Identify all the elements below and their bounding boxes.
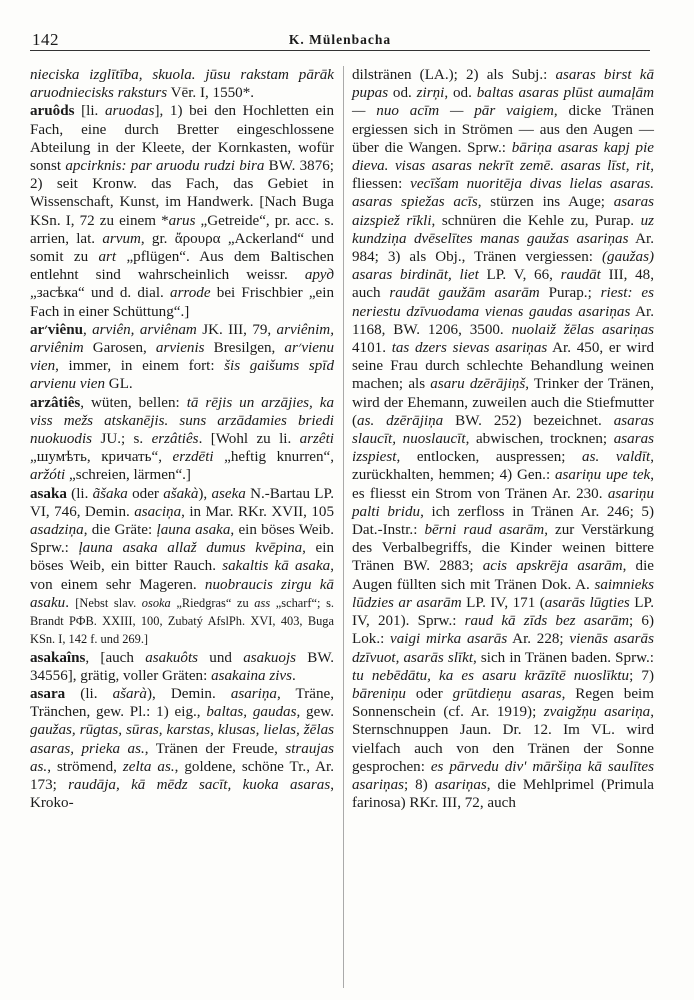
italic-text: ļauna asaka (156, 522, 231, 539)
italic-text: ašakà (163, 485, 199, 502)
italic-text: asaras birst kā pupas (352, 67, 654, 102)
italic-text: bāriņa asaras kapj pie dieva. visas asaras nekrīt zemē. asaras līst, rit (352, 139, 654, 175)
italic-text: grūtdieņu asaras (452, 685, 562, 702)
italic-text: osoka (141, 595, 171, 610)
entry-asaka: asaka (li. ãšaka oder ašakà), aseka N.-Bartau LP. VI, 746, Demin. asaciņa, in Mar. RKr. XVII, 105 asadziņa, die Gräte: ļauna asaka, ein böses Weib. Sprw.: ļauna asaka allaž dumus kvēpina, ein böses Weib, ein bitter Rauch. sakaltis kā asaka, von einem sehr Mageren. nuobraucis zirgu kā asaku. [Nebst slav. osoka „Riedgras“ zu ass „scharf“; s. Brandt РФВ. XXIII, 100, Zubatý AfslPh. XVI, 403, Buga KSn. I, 142 f. und 269.] (30, 485, 335, 647)
headword: asaka (30, 485, 67, 502)
italic-text: asaras aizspiež rīkli (352, 194, 655, 229)
italic-text: saimnieks lūdzies ar asarām (352, 576, 654, 611)
italic-text: as. valdīt (582, 449, 651, 466)
italic-text: aseka (211, 485, 246, 502)
italic-text: nuobraucis zirgu kā asaku (30, 576, 334, 611)
italic-text: tu nebēdātu, ka es asaru krāzītē nuoslīktu (352, 667, 630, 684)
italic-text: art (98, 249, 117, 266)
italic-text: arus (168, 212, 196, 229)
italic-text: vienās asarās dzīvuot, asarās slīkt (352, 631, 654, 666)
entry-asakains: asakaîns, [auch asakuôts und asakuojs BW. 34556], grätig, voller Gräten: asakaina zivs. (30, 649, 334, 684)
italic-text: asakaina zivs (211, 667, 292, 684)
page-number: 142 (32, 30, 59, 49)
italic-text: es pārvedu div' māršiņa kā saulītes asariņas (352, 758, 655, 793)
italic-text: arviênim, arviênim (30, 321, 334, 357)
italic-text: arviên, arviênam (92, 321, 197, 338)
running-head: K. Mülenbacha (288, 32, 392, 47)
italic-text: raudāt (560, 267, 601, 284)
headword: ar׳viênu (30, 321, 83, 338)
italic-text: raudāt gaužām asarām (389, 285, 540, 302)
left-column (30, 66, 334, 812)
entry-asara-continued: dilstränen (LA.); 2) als Subj.: asaras birst kā pupas od. zirņi, od. baltas asaras plūst aumaļām — nuo acīm — pār vaigiem, dicke Tränen ergiessen sich in Strömen — aus den Augen — über die Wangen. Sprw.: bāriņa asaras kapj pie dieva. visas asaras nekrīt zemē. asaras līst, rit, fliessen: vecīšam nuoritēja divas lielas asaras. asaras spiežas acīs, stürzen ins Auge; asaras aizspiež rīkli, schnüren die Kehle zu, Purap. uz kundziņa dvēselītes manas gaužas asariņas Ar. 984; 3) als Obj., Tränen vergiessen: (gaužas) asaras birdināt, liet LP. V, 66, raudāt III, 48, auch raudāt gaužām asarām Purap.; riest: es neriestu dzīvuodama vienas gaudas asariņas Ar. 1168, BW. 1206, 3500. nuolaiž žēlas asariņas 4101. tas dzers sievas asariņas Ar. 450, er wird seine Frau durch schlechte Behandlung weinen machen; als asaru dzērājiņš, Trinker der Tränen, wird der Ehemann, zuweilen auch die Stiefmutter (as. dzērājiņa BW. 252) bezeichnet. asaras slaucīt, nuoslaucīt, abwischen, trocknen; asaras izspiest, entlocken, auspressen; as. valdīt, zurückhalten, hemmen; 4) Gen.: asariņu upe tek, es fliesst ein Strom von Tränen Ar. 230. asariņu palti bridu, ich zerfloss in Tränen Ar. 246; 5) Dat.-Instr.: bērni raud asarām, zur Verstärkung des Verbalbegriffs, die Kinder weinen bittere Tränen BW. 2883; acis apskrēja asarām, die Augen füllten sich mit Tränen Dok. A. saimnieks lūdzies ar asarām LP. IV, 171 (asarās lūgties LP. IV, 201). Sprw.: raud kā zīds bez asarām; 6) Lok.: vaigi mirka asarās Ar. 228; vienās asarās dzīvuot, asarās slīkt, sich in Tränen baden. Sprw.: tu nebēdātu, ka es asaru krāzītē nuoslīktu; 7) bāreniņu oder grūtdieņu asaras, Regen beim Sonnenschein (cf. Ar. 1919); zvaigžņu asariņa, Sternschnuppen Jaun. Dr. 12. Im VL. wird vielfach auch von den Tränen der Sonne gesprochen: es pārvedu div' māršiņa kā saulītes asariņas; 8) asariņas, die Mehlprimel (Primula farinosa) RKr. III, 72, auch (352, 67, 655, 812)
italic-text: raudāja, kā mēdz sacīt, kuoka asaras (68, 776, 331, 793)
italic-text: asaras izspiest (352, 431, 655, 466)
italic-text: aruodas (104, 103, 155, 120)
headword: arzâtiês (30, 394, 81, 411)
entry-asara: asara (li. ašarà), Demin. asariņa, Träne, Tränchen, gew. Pl.: 1) eig., baltas, gaudas, gew. gaužas, rūgtas, sūras, karstas, klusas, lielas, žēlas asaras, prieka as., Tränen der Freude, straujas as., strömend, zelta as., goldene, schöne Tr., Ar. 173; raudāja, kā mēdz sacīt, kuoka asaras, Kroko- (30, 685, 335, 812)
italic-text: asaras slaucīt, nuoslaucīt (352, 412, 654, 448)
etymology-note: [Nebst slav. osoka „Riedgras“ zu ass „scharf“; s. Brandt РФВ. XXIII, 100, Zubatý AfslPh. XVI, 403, Buga KSn. I, 142 f. und 269.] (30, 595, 334, 647)
italic-text: erzdēti (172, 449, 214, 466)
entry-aruods: aruôds [li. aruodas], 1) bei den Hochletten ein Fach, eine durch Bretter eingeschlossene Abteilung in der Kleete, der Kornkasten, wofür sonst apcirknis: par aruodu rudzi bira BW. 3876; 2) seit Kronw. das Fach, das Gebiet in Wissenschaft, Kunst, im Handwerk. [Nach Buga KSn. I, 72 zu einem *arus „Getreide“, pr. acc. s. arrien, lat. arvum, gr. ἄρουρα „Ackerland“ und somit zu art „pflügen“. Aus dem Baltischen entlehnt sind wahrscheinlich weissr. аруд „засѣка“ und d. dial. arrode bei Frischbier „ein Fach in einer Schüttung“.] (30, 103, 334, 320)
entry-arvienu: ar׳viênu, arviên, arviênam JK. III, 79, arviênim, arviênim Garosen, arvienis Bresilgen, ar׳vienu vien, immer, in einem fort: šis gaišums spīd arvienu vien GL. (30, 321, 334, 393)
italic-text: vecīšam nuoritēja divas lielas asaras. asaras spiežas acīs (352, 176, 654, 211)
italic-text: arzêti (299, 431, 334, 448)
italic-text: aržóti (30, 467, 66, 484)
italic-text: sakaltis kā asaka (222, 558, 331, 575)
italic-text: šis gaišums spīd arvienu vien (30, 358, 334, 393)
italic-text: straujas as. (30, 740, 334, 775)
headword: aruôds (30, 103, 75, 120)
italic-text: arvum (102, 230, 141, 247)
italic-text: asariņu palti bridu (352, 485, 654, 520)
italic-text: raud kā zīds bez asarām (464, 613, 630, 630)
italic-text: bāreniņu (352, 685, 406, 702)
entry-continuation: nieciska izglītība, skuola. jūsu rakstam pārāk aruodniecisks raksturs Vēr. I, 1550*. (30, 67, 334, 102)
italic-text: arvienis (155, 340, 205, 357)
italic-text: baltas, gaudas (206, 704, 297, 721)
column-divider (343, 66, 344, 988)
italic-text: baltas asaras plūst aumaļām — nuo acīm — pār vaigiem (352, 85, 655, 120)
italic-text: asariņas (434, 776, 487, 793)
italic-text: (gaužas) asaras birdināt, liet (352, 249, 654, 284)
italic-text: asakuojs (243, 649, 297, 666)
headword: asakaîns (30, 649, 86, 666)
italic-text: asadziņa (30, 522, 84, 539)
italic-text: asaru dzērājiņš (430, 376, 526, 393)
headword: asara (30, 685, 66, 702)
italic-text: tā rējis un arzājies, ka viss mežs atskanējis. suns arzādamies briedi nuokuodis (30, 394, 335, 448)
italic-text: zelta as. (122, 758, 175, 775)
italic-text: nieciska izglītība, skuola. jūsu rakstam pārāk aruodniecisks raksturs (30, 67, 334, 102)
right-column (352, 66, 654, 812)
italic-text: ļauna asaka allaž dumus kvēpina (78, 540, 303, 557)
italic-text: as. dzērājiņa (357, 412, 444, 429)
italic-text: asariņa (230, 685, 277, 702)
entry-arzaties: arzâtiês, wüten, bellen: tā rējis un arzājies, ka viss mežs atskanējis. suns arzādamies briedi nuokuodis JU.; s. erzâtiês. [Wohl zu li. arzêti „шумѣть, кричать“, erzdēti „heftig knurren“, aržóti „schreien, lärmen“.] (30, 394, 335, 484)
italic-text: ar׳vienu vien (30, 340, 334, 375)
italic-text: erzâtiês (151, 431, 199, 448)
italic-text: ass (254, 595, 271, 610)
italic-text: аруд (304, 267, 334, 284)
italic-text: asaciņa (134, 503, 182, 520)
italic-text: zvaigžņu asariņa (543, 704, 651, 721)
italic-text: arrode (170, 285, 211, 302)
italic-text: zirņi (416, 85, 445, 102)
italic-text: apcirknis: par aruodu rudzi bira (65, 158, 265, 175)
italic-text: asarās lūgties (544, 594, 630, 611)
italic-text: vaigi mirka asarās (390, 631, 508, 648)
italic-text: tas dzers sievas asariņas (391, 340, 548, 357)
italic-text: riest: es neriestu dzīvuodama vienas gaudas asariņas (352, 285, 654, 320)
italic-text: uz kundziņa dvēselītes manas gaužas asariņas (352, 212, 654, 247)
italic-text: gaužas, rūgtas, sūras, karstas, klusas, lielas, žēlas asaras, prieka as. (30, 722, 334, 757)
italic-text: ãšaka (92, 485, 128, 502)
italic-text: nuolaiž žēlas asariņas (511, 321, 654, 338)
italic-text: asakuôts (145, 649, 199, 666)
page-header (30, 28, 650, 51)
italic-text: ašarà (112, 685, 147, 702)
italic-text: acis apskrēja asarām (482, 558, 623, 575)
italic-text: asariņu upe tek (555, 467, 651, 484)
italic-text: bērni raud asarām (424, 522, 545, 539)
